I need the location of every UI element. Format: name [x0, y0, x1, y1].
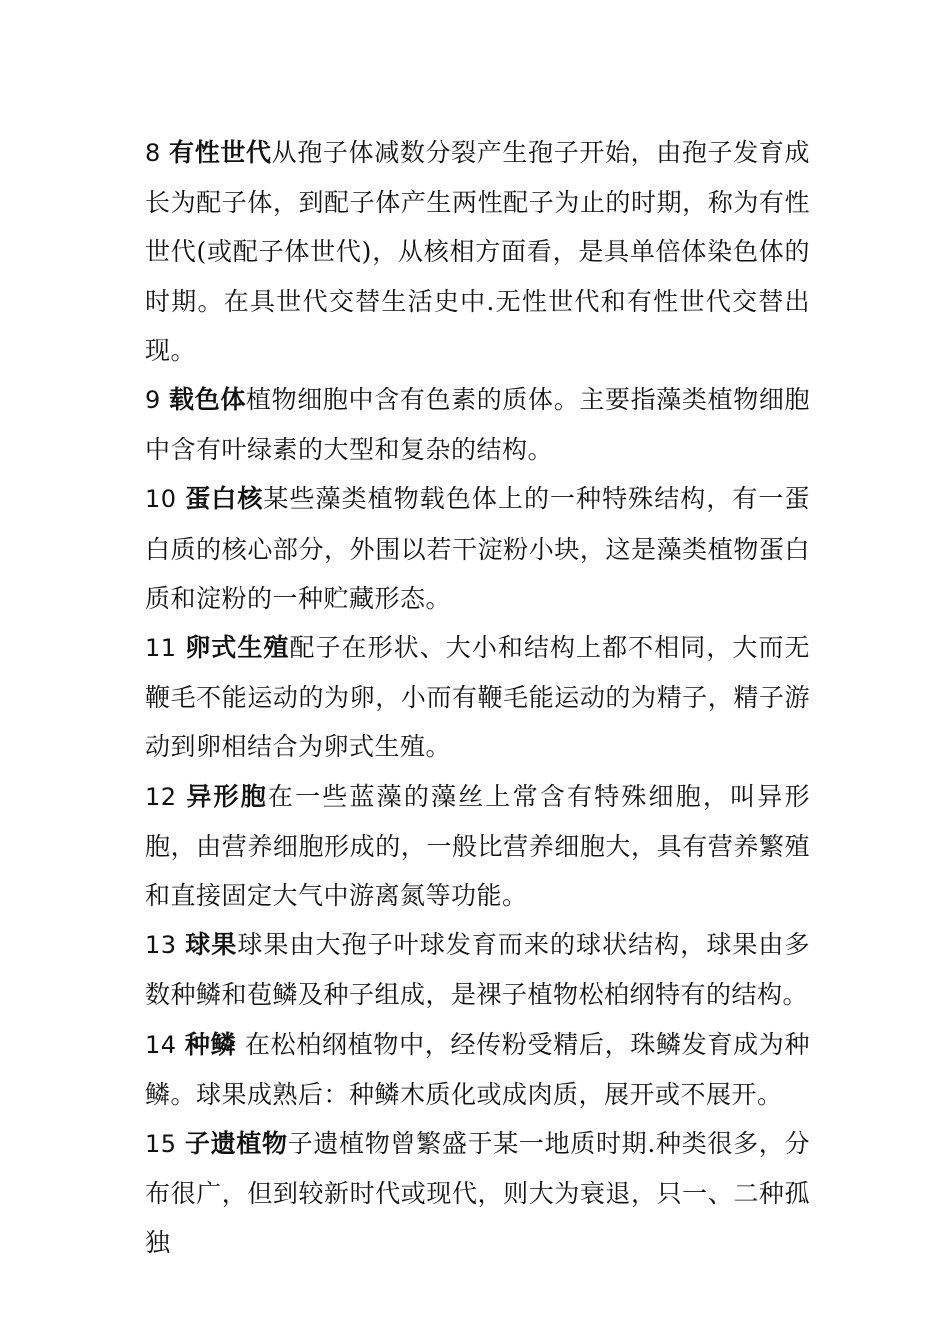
entry-number: 8 — [145, 139, 170, 167]
entry-term: 种鳞 — [184, 1029, 237, 1059]
entry-definition: 球果由大孢子叶球发育而来的球状结构，球果由多数种鳞和苞鳞及种子组成，是裸子植物松柏纲特有的结构。 — [145, 930, 810, 1010]
entry-number: 14 — [145, 1030, 185, 1059]
entry-term: 球果 — [185, 930, 238, 960]
entry-number: 9 — [145, 386, 170, 415]
entry-definition: 在一些蓝藻的藻丝上常含有特殊细胞，叫异形胞，由营养细胞形成的，一般比营养细胞大，具有营养繁殖和直接固定大气中游离氮等功能。 — [145, 781, 810, 911]
entry-number: 15 — [145, 1130, 185, 1159]
entry-definition: 配子在形状、大小和结构上都不相同，大而无鞭毛不能运动的为卵，小而有鞭毛能运动的为精子，精子游动到卵相结合为卵式生殖。 — [145, 633, 810, 762]
entry-term: 有性世代 — [169, 138, 272, 167]
glossary-entry-13 — [145, 920, 810, 1019]
glossary-entry-9 — [145, 375, 810, 474]
entry-definition: 子遗植物曾繁盛于某一地质时期.种类很多，分布很广，但到较新时代或现代，则大为衰退，只一、二种孤独 — [145, 1129, 810, 1258]
glossary-entry-15 — [145, 1119, 810, 1268]
entry-definition: 植物细胞中含有色素的质体。主要指藻类植物细胞中含有叶绿素的大型和复杂的结构。 — [145, 385, 810, 465]
entry-number: 10 — [145, 485, 186, 514]
entry-term: 卵式生殖 — [185, 633, 290, 663]
entry-term: 子遗植物 — [184, 1129, 288, 1159]
entry-term: 异形胞 — [186, 781, 268, 811]
glossary-entry-10 — [145, 474, 810, 623]
glossary-content — [145, 128, 810, 1268]
entry-number: 13 — [145, 931, 186, 960]
entry-term: 载色体 — [169, 385, 246, 415]
glossary-entry-8 — [145, 128, 810, 375]
glossary-entry-11 — [145, 623, 810, 772]
glossary-entry-14 — [145, 1020, 810, 1119]
entry-definition: 从孢子体减数分裂产生孢子开始，由孢子发育成长为配子体，到配子体产生两性配子为止的时期，称为有性世代(或配子体世代)，从核相方面看，是具单倍体染色体的时期。在具世代交替生活史中.无性世代和有性世代交替出现。 — [145, 138, 810, 365]
glossary-entry-12 — [145, 772, 810, 921]
entry-term: 蛋白核 — [185, 484, 264, 514]
entry-number: 12 — [145, 782, 187, 811]
entry-number: 11 — [145, 634, 186, 663]
entry-definition: 在松柏纲植物中，经传粉受精后，珠鳞发育成为种鳞。球果成熟后：种鳞木质化或成肉质，展开或不展开。 — [145, 1029, 810, 1109]
entry-definition: 某些藻类植物载色体上的一种特殊结构，有一蛋白质的核心部分，外围以若干淀粉小块，这是藻类植物蛋白质和淀粉的一种贮藏形态。 — [145, 484, 810, 613]
